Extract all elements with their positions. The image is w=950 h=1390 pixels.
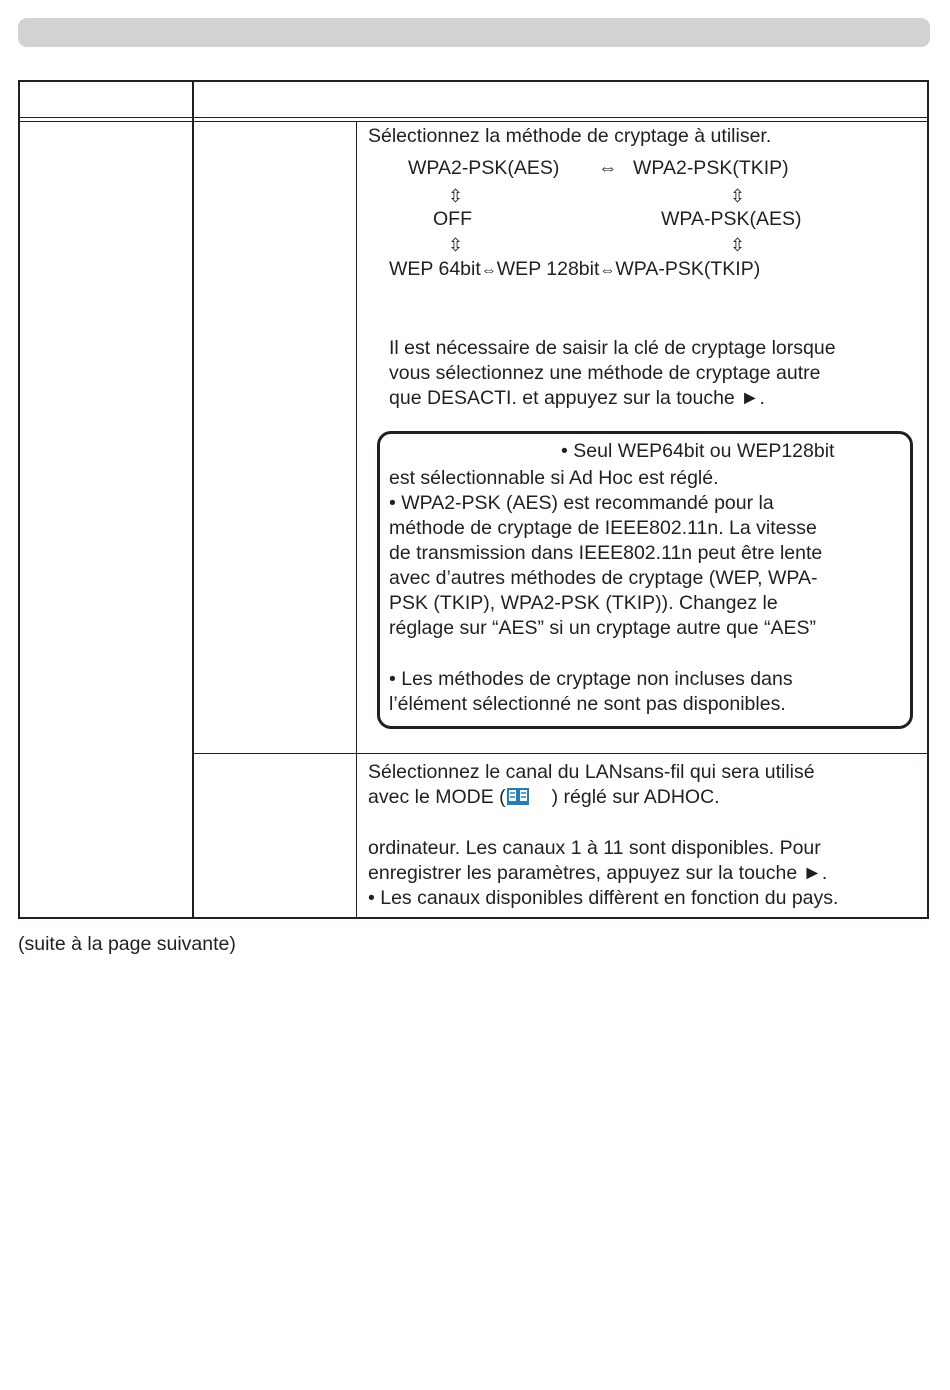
key-text-line: que DESACTI. et appuyez sur la touche ►.: [389, 387, 765, 409]
note-line: méthode de cryptage de IEEE802.11n. La vitesse: [389, 517, 817, 539]
channel-line-2-suffix: ) réglé sur ADHOC.: [551, 786, 720, 808]
key-text-line: vous sélectionnez une méthode de cryptage autre: [389, 362, 821, 384]
table-top-border: [18, 80, 929, 82]
channel-line-3: ordinateur. Les canaux 1 à 11 sont disponibles. Pour: [368, 837, 821, 859]
header-bar: [18, 18, 930, 47]
column-divider-2: [356, 121, 357, 919]
diagram-wep128: WEP 128bit: [496, 258, 600, 280]
diagram-wpa-psk-aes: WPA-PSK(AES): [661, 208, 802, 230]
header-row-divider-2: [18, 121, 929, 122]
encryption-intro: Sélectionnez la méthode de cryptage à utiliser.: [368, 125, 772, 147]
key-text-line: Il est nécessaire de saisir la clé de cryptage lorsque: [389, 337, 836, 359]
table-bottom-border: [18, 917, 929, 919]
channel-line-1: Sélectionnez le canal du LANsans-fil qui sera utilisé: [368, 761, 815, 783]
note-line: PSK (TKIP), WPA2-PSK (TKIP)). Changez le: [389, 592, 778, 614]
table-right-border: [927, 80, 929, 919]
diagram-wpa2-psk-aes: WPA2-PSK(AES): [408, 157, 560, 179]
channel-line-4: enregistrer les paramètres, appuyez sur la touche ►.: [368, 862, 828, 884]
diagram-wpa-psk-tkip: WPA-PSK(TKIP): [615, 258, 761, 280]
channel-line-2-prefix: avec le MODE (: [368, 786, 506, 808]
diagram-wep64: WEP 64bit: [389, 258, 481, 280]
note-line: l’élément sélectionné ne sont pas disponibles.: [389, 693, 786, 715]
note-line: • WPA2-PSK (AES) est recommandé pour la: [389, 492, 774, 514]
header-row-divider: [18, 117, 929, 118]
diagram-v-arrow-2: ⇳: [730, 186, 746, 206]
table-left-border: [18, 80, 20, 919]
diagram-off: OFF: [433, 208, 472, 230]
channel-line-2: [368, 785, 720, 810]
row-divider-channel: [192, 753, 929, 754]
note-line: est sélectionnable si Ad Hoc est réglé.: [389, 467, 719, 489]
diagram-h-arrow-2: ⇔: [480, 262, 497, 279]
note-line: • Les méthodes de cryptage non incluses dans: [389, 668, 793, 690]
note-line: de transmission dans IEEE802.11n peut être lente: [389, 542, 823, 564]
diagram-h-arrow-3: ⇔: [599, 262, 616, 279]
diagram-wpa2-psk-tkip: WPA2-PSK(TKIP): [633, 157, 789, 179]
diagram-v-arrow-1: ⇳: [448, 186, 464, 206]
note-line: avec d’autres méthodes de cryptage (WEP, WPA-: [389, 567, 818, 589]
channel-line-5: • Les canaux disponibles diffèrent en fonction du pays.: [368, 887, 839, 909]
continued-note: (suite à la page suivante): [18, 933, 236, 955]
book-reference-icon[interactable]: [507, 787, 529, 804]
column-divider-1: [192, 80, 194, 919]
diagram-v-arrow-4: ⇳: [730, 235, 746, 255]
diagram-bottom-row: [389, 257, 760, 283]
note-line: réglage sur “AES” si un cryptage autre que “AES”: [389, 617, 817, 639]
diagram-v-arrow-3: ⇳: [448, 235, 464, 255]
note-line: • Seul WEP64bit ou WEP128bit: [561, 440, 835, 462]
diagram-h-arrow-1: ⇔: [598, 157, 618, 179]
